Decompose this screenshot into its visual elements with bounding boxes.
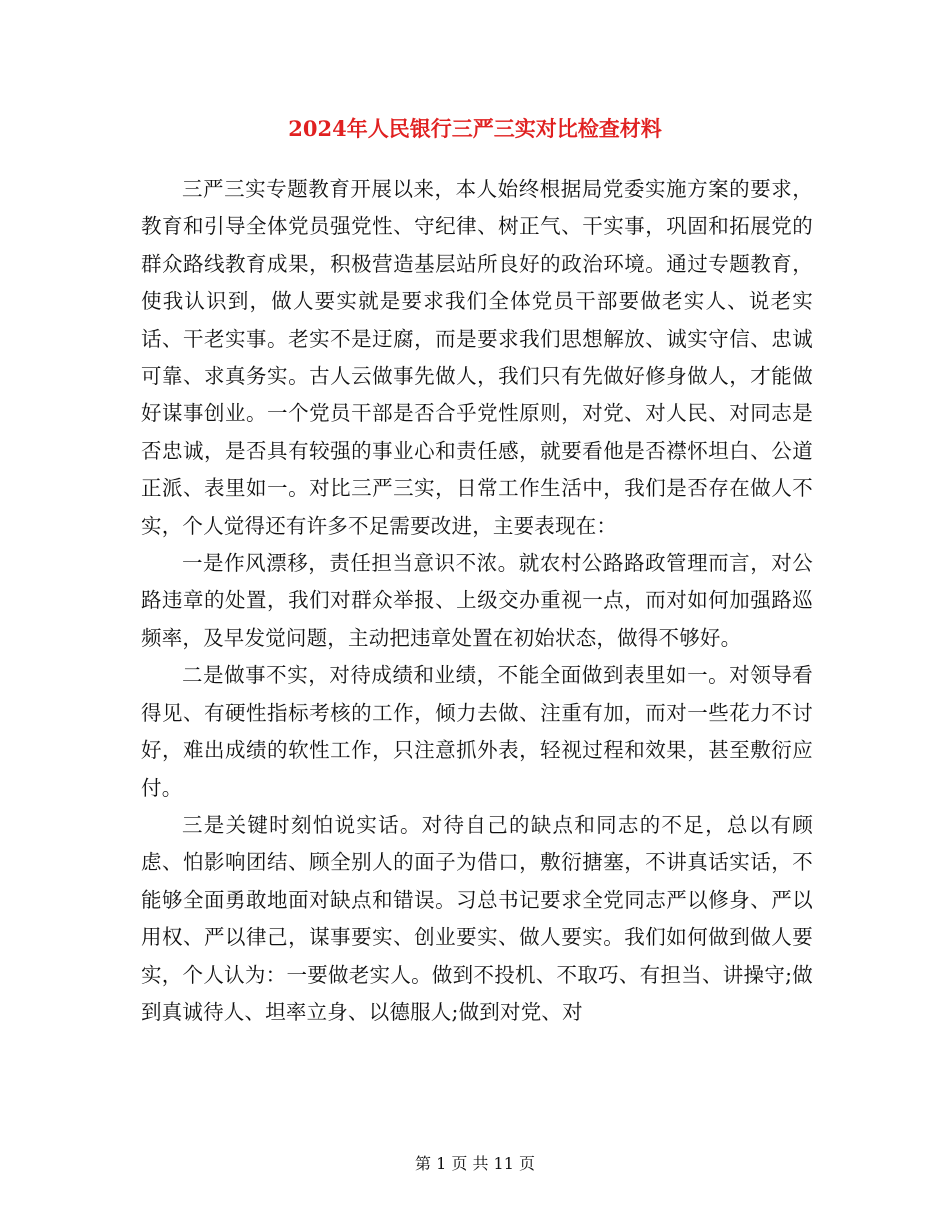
document-title: 2024年人民银行三严三实对比检查材料	[288, 116, 662, 141]
paragraph-point-two: 二是做事不实，对待成绩和业绩，不能全面做到表里如一。对领导看得见、有硬性指标考核的工作，倾力去做、注重有加，而对一些花力不讨好，难出成绩的软性工作，只注意抓外表，轻视过程和效果，甚至敷衍应付。	[141, 663, 813, 800]
paragraph-point-one: 一是作风漂移，责任担当意识不浓。就农村公路路政管理而言，对公路违章的处置，我们对群众举报、上级交办重视一点，而对如何加强路巡频率，及早发觉问题，主动把违章处置在初始状态，做得不够好。	[141, 551, 813, 650]
page-footer: 第 1 页 共 11 页	[415, 1154, 535, 1173]
document-body	[141, 171, 813, 1031]
paragraph-point-three: 三是关键时刻怕说实话。对待自己的缺点和同志的不足，总以有顾虑、怕影响团结、顾全别人的面子为借口，敷衍搪塞，不讲真话实话，不能够全面勇敢地面对缺点和错误。习总书记要求全党同志严以修身、严以用权、严以律己，谋事要实、创业要实、做人要实。我们如何做到做人要实，个人认为：一要做老实人。做到不投机、不取巧、有担当、讲操守;做到真诚待人、坦率立身、以德服人;做到对党、对	[141, 812, 813, 1024]
paragraph-intro: 三严三实专题教育开展以来，本人始终根据局党委实施方案的要求，教育和引导全体党员强党性、守纪律、树正气、干实事，巩固和拓展党的群众路线教育成果，积极营造基层站所良好的政治环境。通过专题教育，使我认识到，做人要实就是要求我们全体党员干部要做老实人、说老实话、干老实事。老实不是迂腐，而是要求我们思想解放、诚实守信、忠诚可靠、求真务实。古人云做事先做人，我们只有先做好修身做人，才能做好谋事创业。一个党员干部是否合乎党性原则，对党、对人民、对同志是否忠诚，是否具有较强的事业心和责任感，就要看他是否襟怀坦白、公道正派、表里如一。对比三严三实，日常工作生活中，我们是否存在做人不实，个人觉得还有许多不足需要改进，主要表现在：	[141, 177, 813, 538]
